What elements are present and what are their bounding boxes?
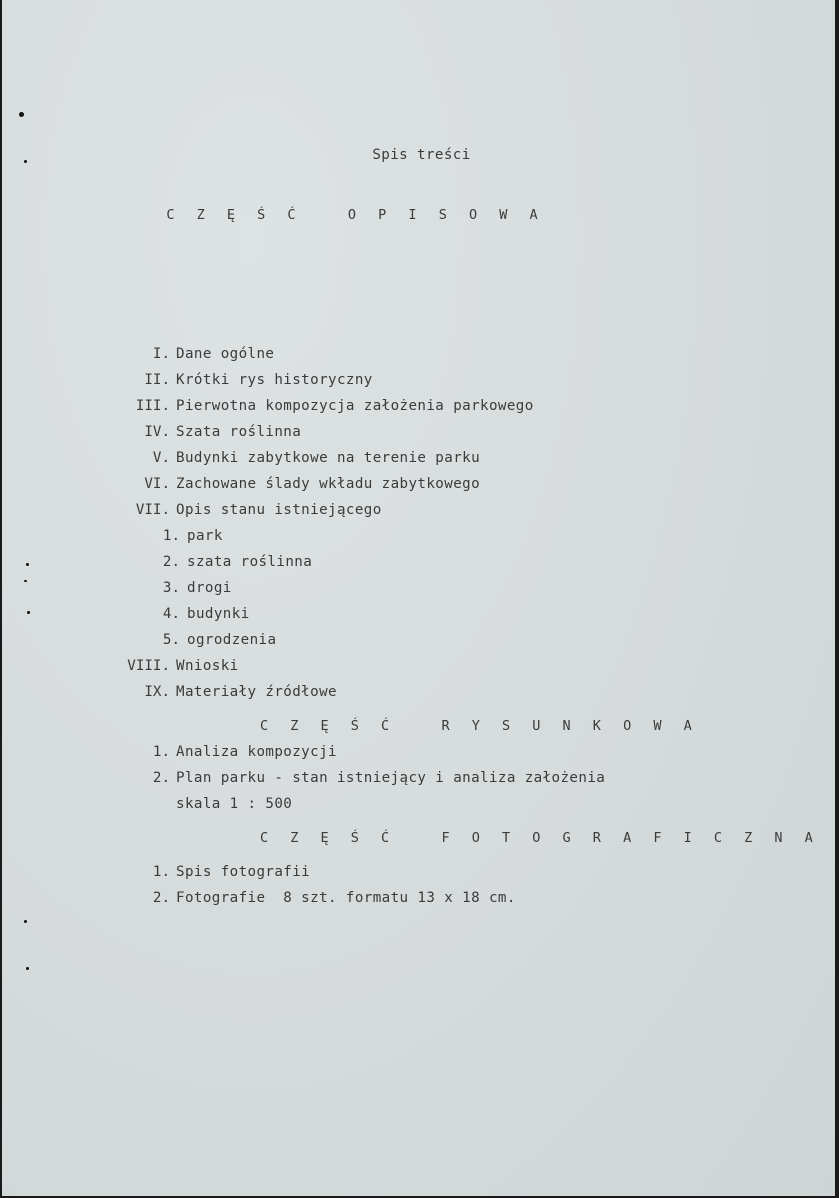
- page-title: Spis treści: [372, 147, 471, 163]
- paper-speck: [19, 112, 24, 117]
- toc-item-number: 2.: [152, 890, 170, 906]
- toc-item-number: IV.: [144, 424, 170, 440]
- paper-speck: [24, 160, 27, 163]
- toc-subitem-number: 2.: [162, 554, 180, 570]
- toc-item-number: V.: [152, 450, 170, 466]
- paper-speck: [24, 580, 27, 582]
- toc-item-text: Analiza kompozycji: [176, 744, 337, 760]
- toc-item-text: Szata roślinna: [176, 424, 302, 440]
- toc-subitem-text: szata roślinna: [187, 554, 313, 570]
- part1-heading: C Z Ę Ś Ć O P I S O W A: [166, 207, 545, 223]
- toc-item-number: I.: [152, 346, 170, 362]
- toc-subitem-text: ogrodzenia: [187, 632, 277, 648]
- toc-item-text: Zachowane ślady wkładu zabytkowego: [176, 476, 481, 492]
- toc-item-number: 1.: [152, 864, 170, 880]
- toc-item-text: Opis stanu istniejącego: [176, 502, 382, 518]
- toc-item-text: Budynki zabytkowe na terenie parku: [176, 450, 481, 466]
- toc-item-continuation: skala 1 : 500: [176, 796, 293, 812]
- document-page: [2, 0, 835, 1196]
- part2-heading: C Z Ę Ś Ć R Y S U N K O W A: [260, 718, 699, 734]
- toc-item-text: Plan parku - stan istniejący i analiza założenia: [176, 770, 606, 786]
- toc-item-number: 2.: [152, 770, 170, 786]
- toc-item-number: IX.: [144, 684, 170, 700]
- toc-subitem-number: 3.: [162, 580, 180, 596]
- toc-subitem-number: 1.: [162, 528, 180, 544]
- toc-subitem-number: 4.: [162, 606, 180, 622]
- paper-speck: [24, 920, 27, 923]
- paper-speck: [26, 563, 29, 566]
- toc-item-text: Krótki rys historyczny: [176, 372, 373, 388]
- paper-speck: [27, 611, 30, 614]
- toc-item-text: Pierwotna kompozycja założenia parkowego: [176, 398, 534, 414]
- toc-item-number: II.: [144, 372, 170, 388]
- part3-heading: C Z Ę Ś Ć F O T O G R A F I C Z N A: [260, 830, 820, 846]
- toc-item-number: VI.: [144, 476, 170, 492]
- toc-item-number: III.: [135, 398, 170, 414]
- toc-item-number: VIII.: [127, 658, 170, 674]
- toc-item-text: Materiały źródłowe: [176, 684, 337, 700]
- toc-item-number: 1.: [152, 744, 170, 760]
- toc-item-text: Fotografie 8 szt. formatu 13 x 18 cm.: [176, 890, 516, 906]
- toc-subitem-text: park: [187, 528, 223, 544]
- toc-subitem-text: budynki: [187, 606, 250, 622]
- toc-item-text: Spis fotografii: [176, 864, 311, 880]
- paper-speck: [26, 967, 29, 970]
- toc-item-text: Wnioski: [176, 658, 239, 674]
- toc-subitem-number: 5.: [162, 632, 180, 648]
- toc-subitem-text: drogi: [187, 580, 232, 596]
- toc-item-text: Dane ogólne: [176, 346, 275, 362]
- toc-item-number: VII.: [135, 502, 170, 518]
